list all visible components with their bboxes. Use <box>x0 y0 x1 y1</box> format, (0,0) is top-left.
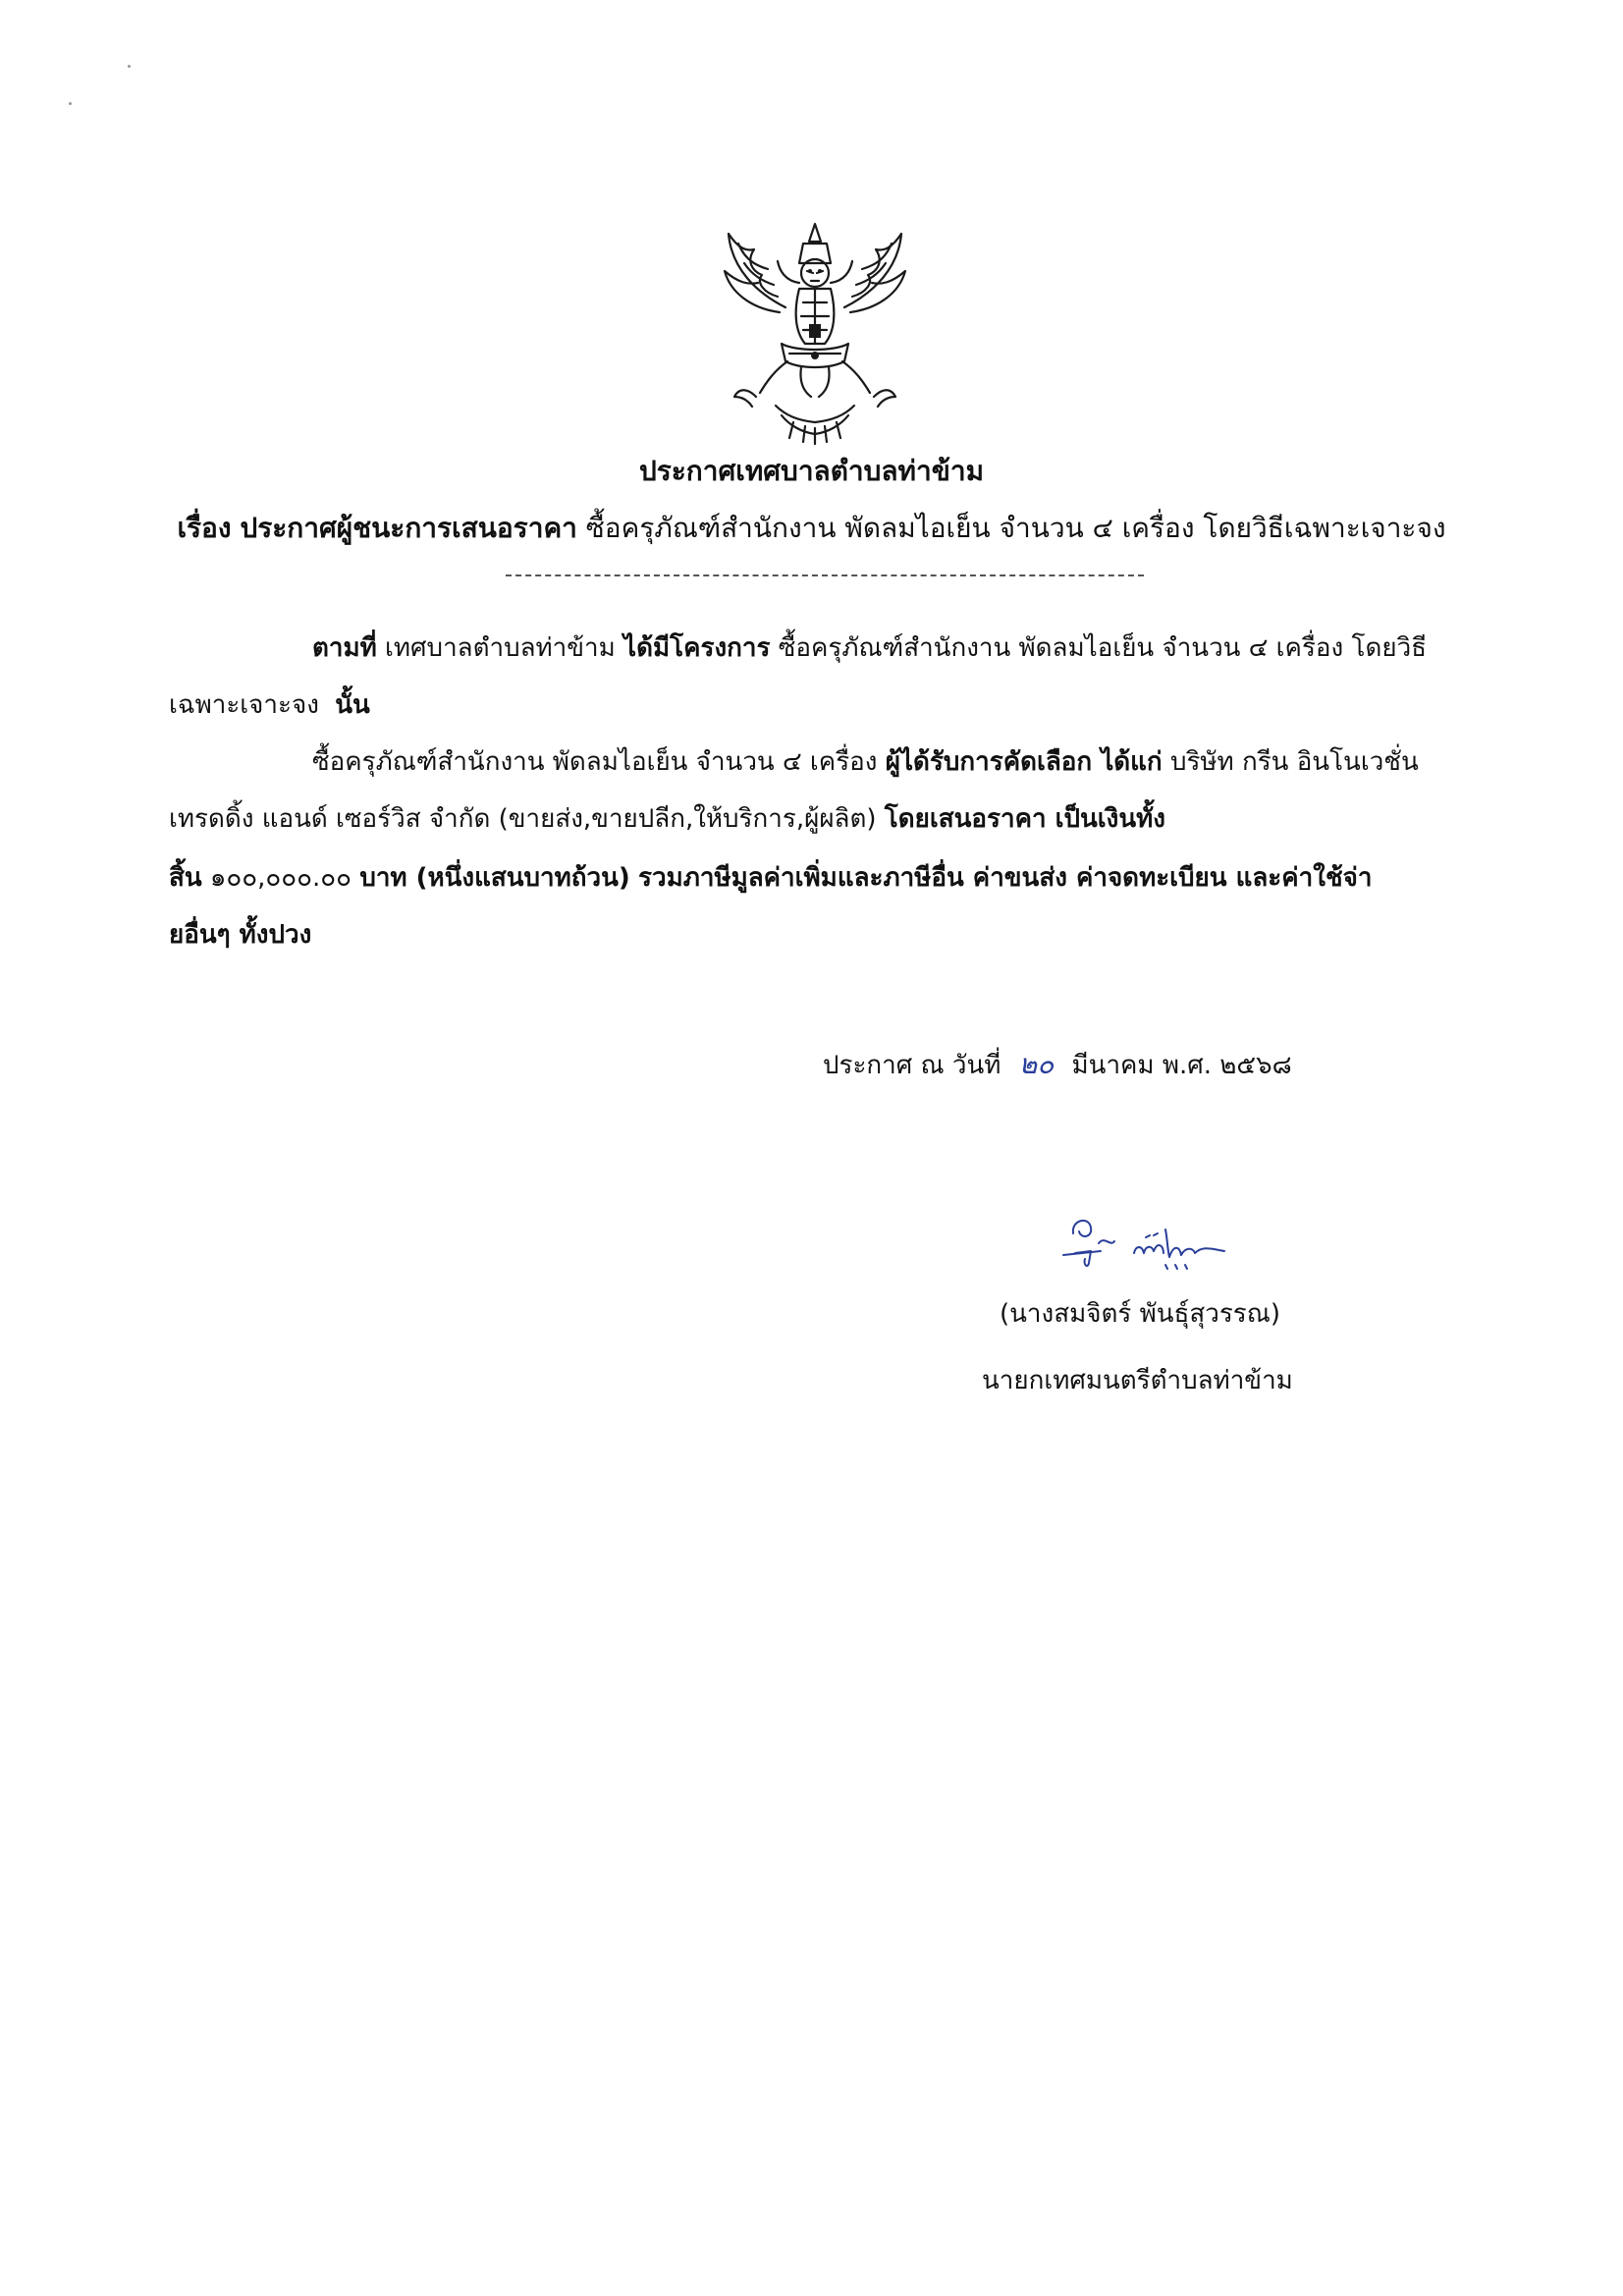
scan-speck <box>69 102 72 105</box>
p2-winner-label: ผู้ได้รับการคัดเลือก ได้แก่ <box>885 747 1163 777</box>
p1-project-label: ได้มีโครงการ <box>623 633 771 663</box>
p1-cont: เฉพาะเจาะจง <box>169 690 319 720</box>
paragraph-2-line-2 <box>169 799 1165 839</box>
signer-name: (นางสมจิตร์ พันธุ์สุวรรณ) <box>1000 1299 1281 1329</box>
p2-item: ซื้อครุภัณฑ์สำนักงาน พัดลมไอเย็น จำนวน ๔ เครื่อง <box>312 747 878 777</box>
subject-bold: ประกาศผู้ชนะการเสนอราคา <box>240 512 577 544</box>
garuda-emblem-icon <box>717 214 913 445</box>
p1-end: นั้น <box>335 690 370 720</box>
announce-day: ๒๐ <box>1018 1048 1055 1080</box>
p2-offer-label: โดยเสนอราคา เป็นเงินทั้ง <box>884 804 1165 834</box>
p2-amount-words: บาท (หนึ่งแสนบาทถ้วน) <box>359 863 630 893</box>
announce-prefix: ประกาศ ณ วันที่ <box>823 1051 1001 1080</box>
p2-amount: ๑๐๐,๐๐๐.๐๐ <box>209 863 352 893</box>
signer-position: นายกเทศมนตรีตำบลท่าข้าม <box>982 1366 1293 1395</box>
p2-company-cont: เทรดดิ้ง แอนด์ เซอร์วิส จำกัด (ขายส่ง,ขายปลีก,ให้บริการ,ผู้ผลิต) <box>169 804 877 834</box>
paragraph-2-line-1 <box>312 742 1419 782</box>
p1-project: ซื้อครุภัณฑ์สำนักงาน พัดลมไอเย็น จำนวน ๔ เครื่อง โดยวิธี <box>778 633 1428 663</box>
paragraph-1-line-2 <box>169 685 370 725</box>
divider <box>506 574 1144 576</box>
document-title: ประกาศเทศบาลตำบลท่าข้าม <box>638 455 985 487</box>
paragraph-2-line-3 <box>169 858 1372 898</box>
paragraph-1-line-1 <box>312 629 1427 668</box>
p1-agency: เทศบาลตำบลท่าข้าม <box>385 633 616 663</box>
p2-inclusions: รวมภาษีมูลค่าเพิ่มและภาษีอื่น ค่าขนส่ง ค่าจดทะเบียน และค่าใช้จ่า <box>638 863 1373 893</box>
signature-icon <box>1055 1206 1271 1280</box>
p1-lead: ตามที่ <box>312 633 377 663</box>
announce-month-year: มีนาคม พ.ศ. ๒๕๖๘ <box>1071 1051 1292 1080</box>
paragraph-2-line-4 <box>169 915 311 955</box>
announce-date <box>823 1045 1292 1085</box>
p2-inclusions-end: ยอื่นๆ ทั้งปวง <box>169 920 312 950</box>
subject-label: เรื่อง <box>177 512 232 544</box>
scan-speck <box>128 65 131 68</box>
subject-line <box>0 509 1623 548</box>
p2-total-label: สิ้น <box>169 863 202 893</box>
p2-company: บริษัท กรีน อินโนเวชั่น <box>1169 747 1419 777</box>
subject-rest: ซื้อครุภัณฑ์สำนักงาน พัดลมไอเย็น จำนวน ๔ เครื่อง โดยวิธีเฉพาะเจาะจง <box>585 512 1446 544</box>
